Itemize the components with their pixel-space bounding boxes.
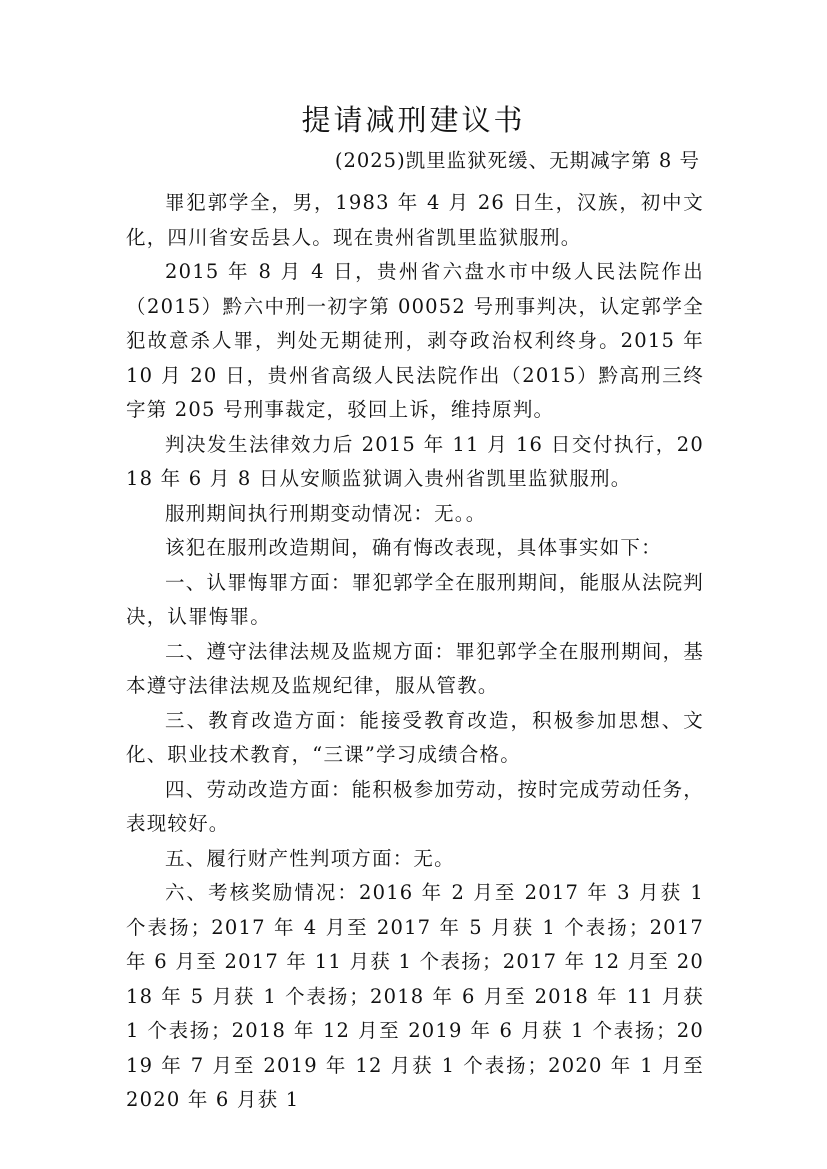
paragraph-item-3: 三、教育改造方面：能接受教育改造，积极参加思想、文化、职业技术教育，“三课”学习成绩合格。 bbox=[126, 708, 704, 766]
paragraph-sentence-change: 服刑期间执行刑期变动情况：无。。 bbox=[165, 501, 487, 525]
paragraph-item-5: 五、履行财产性判项方面：无。 bbox=[165, 846, 455, 870]
document-number: (2025)凯里监狱死缓、无期减字第 8 号 bbox=[334, 149, 700, 172]
paragraph-item-4: 四、劳动改造方面：能积极参加劳动，按时完成劳动任务，表现较好。 bbox=[126, 777, 704, 835]
paragraph-basic-info: 罪犯郭学全，男，1983 年 4 月 26 日生，汉族，初中文化，四川省安岳县人。现在贵州省凯里监狱服刑。 bbox=[126, 191, 704, 249]
paragraph-execution: 判决发生法律效力后 2015 年 11 月 16 日交付执行，2018 年 6 月 8 日从安顺监狱调入贵州省凯里监狱服刑。 bbox=[126, 432, 704, 490]
paragraph-item-1: 一、认罪悔罪方面：罪犯郭学全在服刑期间，能服从法院判决，认罪悔罪。 bbox=[126, 570, 704, 628]
document-body bbox=[126, 186, 704, 1118]
paragraph-item-2: 二、遵守法律法规及监规方面：罪犯郭学全在服刑期间，基本遵守法律法规及监规纪律，服从管教。 bbox=[126, 639, 704, 697]
paragraph-judgment: 2015 年 8 月 4 日，贵州省六盘水市中级人民法院作出（2015）黔六中刑一初字第 00052 号刑事判决，认定郭学全犯故意杀人罪，判处无期徒刑，剥夺政治权利终身。2015 年 10 月 20 日，贵州省高级人民法院作出（2015）黔高刑三终字第 205 号刑事裁定，驳回上诉，维持原判。 bbox=[126, 260, 704, 421]
document-title: 提请减刑建议书 bbox=[301, 103, 526, 137]
paragraph-repentance-intro: 该犯在服刑改造期间，确有悔改表现，具体事实如下： bbox=[165, 536, 662, 559]
paragraph-item-6: 六、考核奖励情况：2016 年 2 月至 2017 年 3 月获 1 个表扬；2017 年 4 月至 2017 年 5 月获 1 个表扬；2017 年 6 月至 2017 年 11 月获 1 个表扬；2017 年 12 月至 2018 年 5 月获 1 个表扬；2018 年 6 月至 2018 年 11 月获 1 个表扬；2018 年 12 月至 2019 年 6 月获 1 个表扬；2019 年 7 月至 2019 年 12 月获 1 个表扬；2020 年 1 月至 2020 年 6 月获 1 bbox=[126, 881, 704, 1111]
